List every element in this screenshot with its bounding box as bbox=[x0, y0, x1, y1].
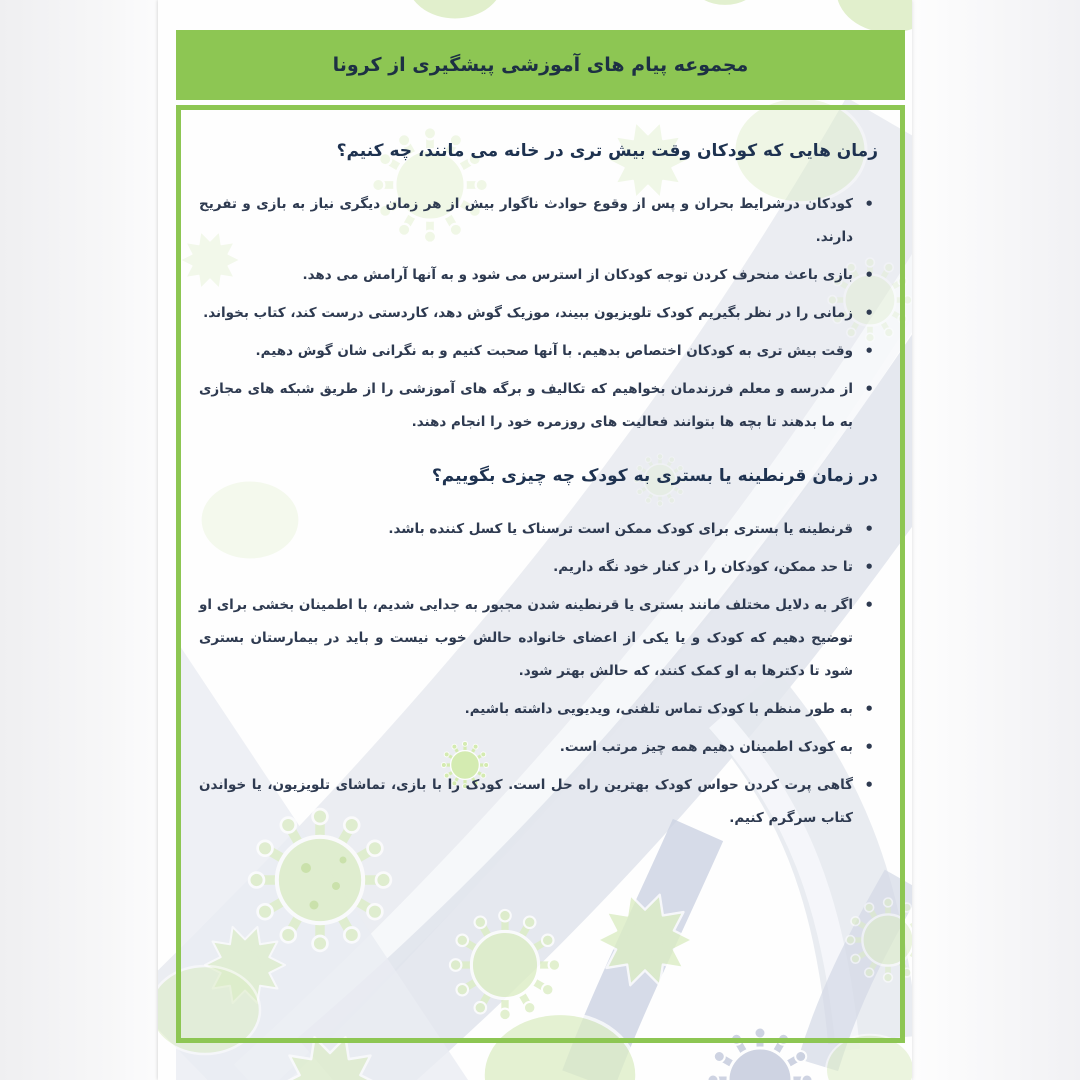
section-heading-quarantine: در زمان قرنطینه یا بستری به کودک چه چیزی بگوییم؟ bbox=[431, 466, 878, 486]
list-item: • وقت بیش تری به کودکان اختصاص بدهیم. با آنها صحبت کنیم و به نگرانی شان گوش دهیم. bbox=[199, 335, 880, 368]
section-heading-staying-home: زمان هایی که کودکان وقت بیش تری در خانه می مانند، چه کنیم؟ bbox=[336, 141, 878, 161]
list-item: • بازی باعث منحرف کردن توجه کودکان از استرس می شود و به آنها آرامش می دهد. bbox=[199, 259, 880, 292]
virus-blob-icon bbox=[835, 0, 912, 34]
virus-blob-icon bbox=[406, 0, 505, 20]
content-box bbox=[176, 105, 905, 1043]
list-item: • تا حد ممکن، کودکان را در کنار خود نگه داریم. bbox=[199, 551, 880, 584]
list-item: • گاهی پرت کردن حواس کودک بهترین راه حل است. کودک را با بازی، تماشای تلویزیون، یا خواندن کتاب سرگرم کنیم. bbox=[199, 769, 880, 835]
document-page bbox=[158, 0, 912, 1080]
section-1-bullet-list bbox=[199, 188, 882, 439]
list-item: • کودکان درشرایط بحران و پس از وقوع حوادث ناگوار بیش از هر زمان دیگری نیاز به بازی و تفریح دارند. bbox=[199, 188, 880, 254]
list-item: • به کودک اطمینان دهیم همه چیز مرتب است. bbox=[199, 731, 880, 764]
list-item: • زمانی را در نظر بگیریم کودک تلویزیون ببیند، موزیک گوش دهد، کاردستی درست کند، کتاب بخواند. bbox=[199, 297, 880, 330]
list-item: • اگر به دلایل مختلف مانند بستری یا قرنطینه شدن مجبور به جدایی شدیم، با اطمینان بخشی برای او توضیح دهیم که کودک و یا یکی از اعضای خانواده حالش خوب نیست و باید در بیمارستان بستری شود تا دکترها به او کمک کنند، که حالش بهتر شود. bbox=[199, 589, 880, 688]
list-item: • به طور منظم با کودک تماس تلفنی، ویدیویی داشته باشیم. bbox=[199, 693, 880, 726]
list-item: • از مدرسه و معلم فرزندمان بخواهیم که تکالیف و برگه های آموزشی را از طریق شبکه های مجازی به ما بدهند تا بچه ها بتوانند فعالیت های روزمره خود را انجام دهند. bbox=[199, 373, 880, 439]
virus-blob-icon bbox=[687, 0, 764, 6]
list-item: • قرنطینه یا بستری برای کودک ممکن است ترسناک یا کسل کننده باشد. bbox=[199, 513, 880, 546]
page-title: مجموعه پیام های آموزشی پیشگیری از کرونا bbox=[332, 54, 749, 76]
document-header bbox=[176, 30, 905, 100]
section-2-bullet-list bbox=[199, 513, 882, 835]
